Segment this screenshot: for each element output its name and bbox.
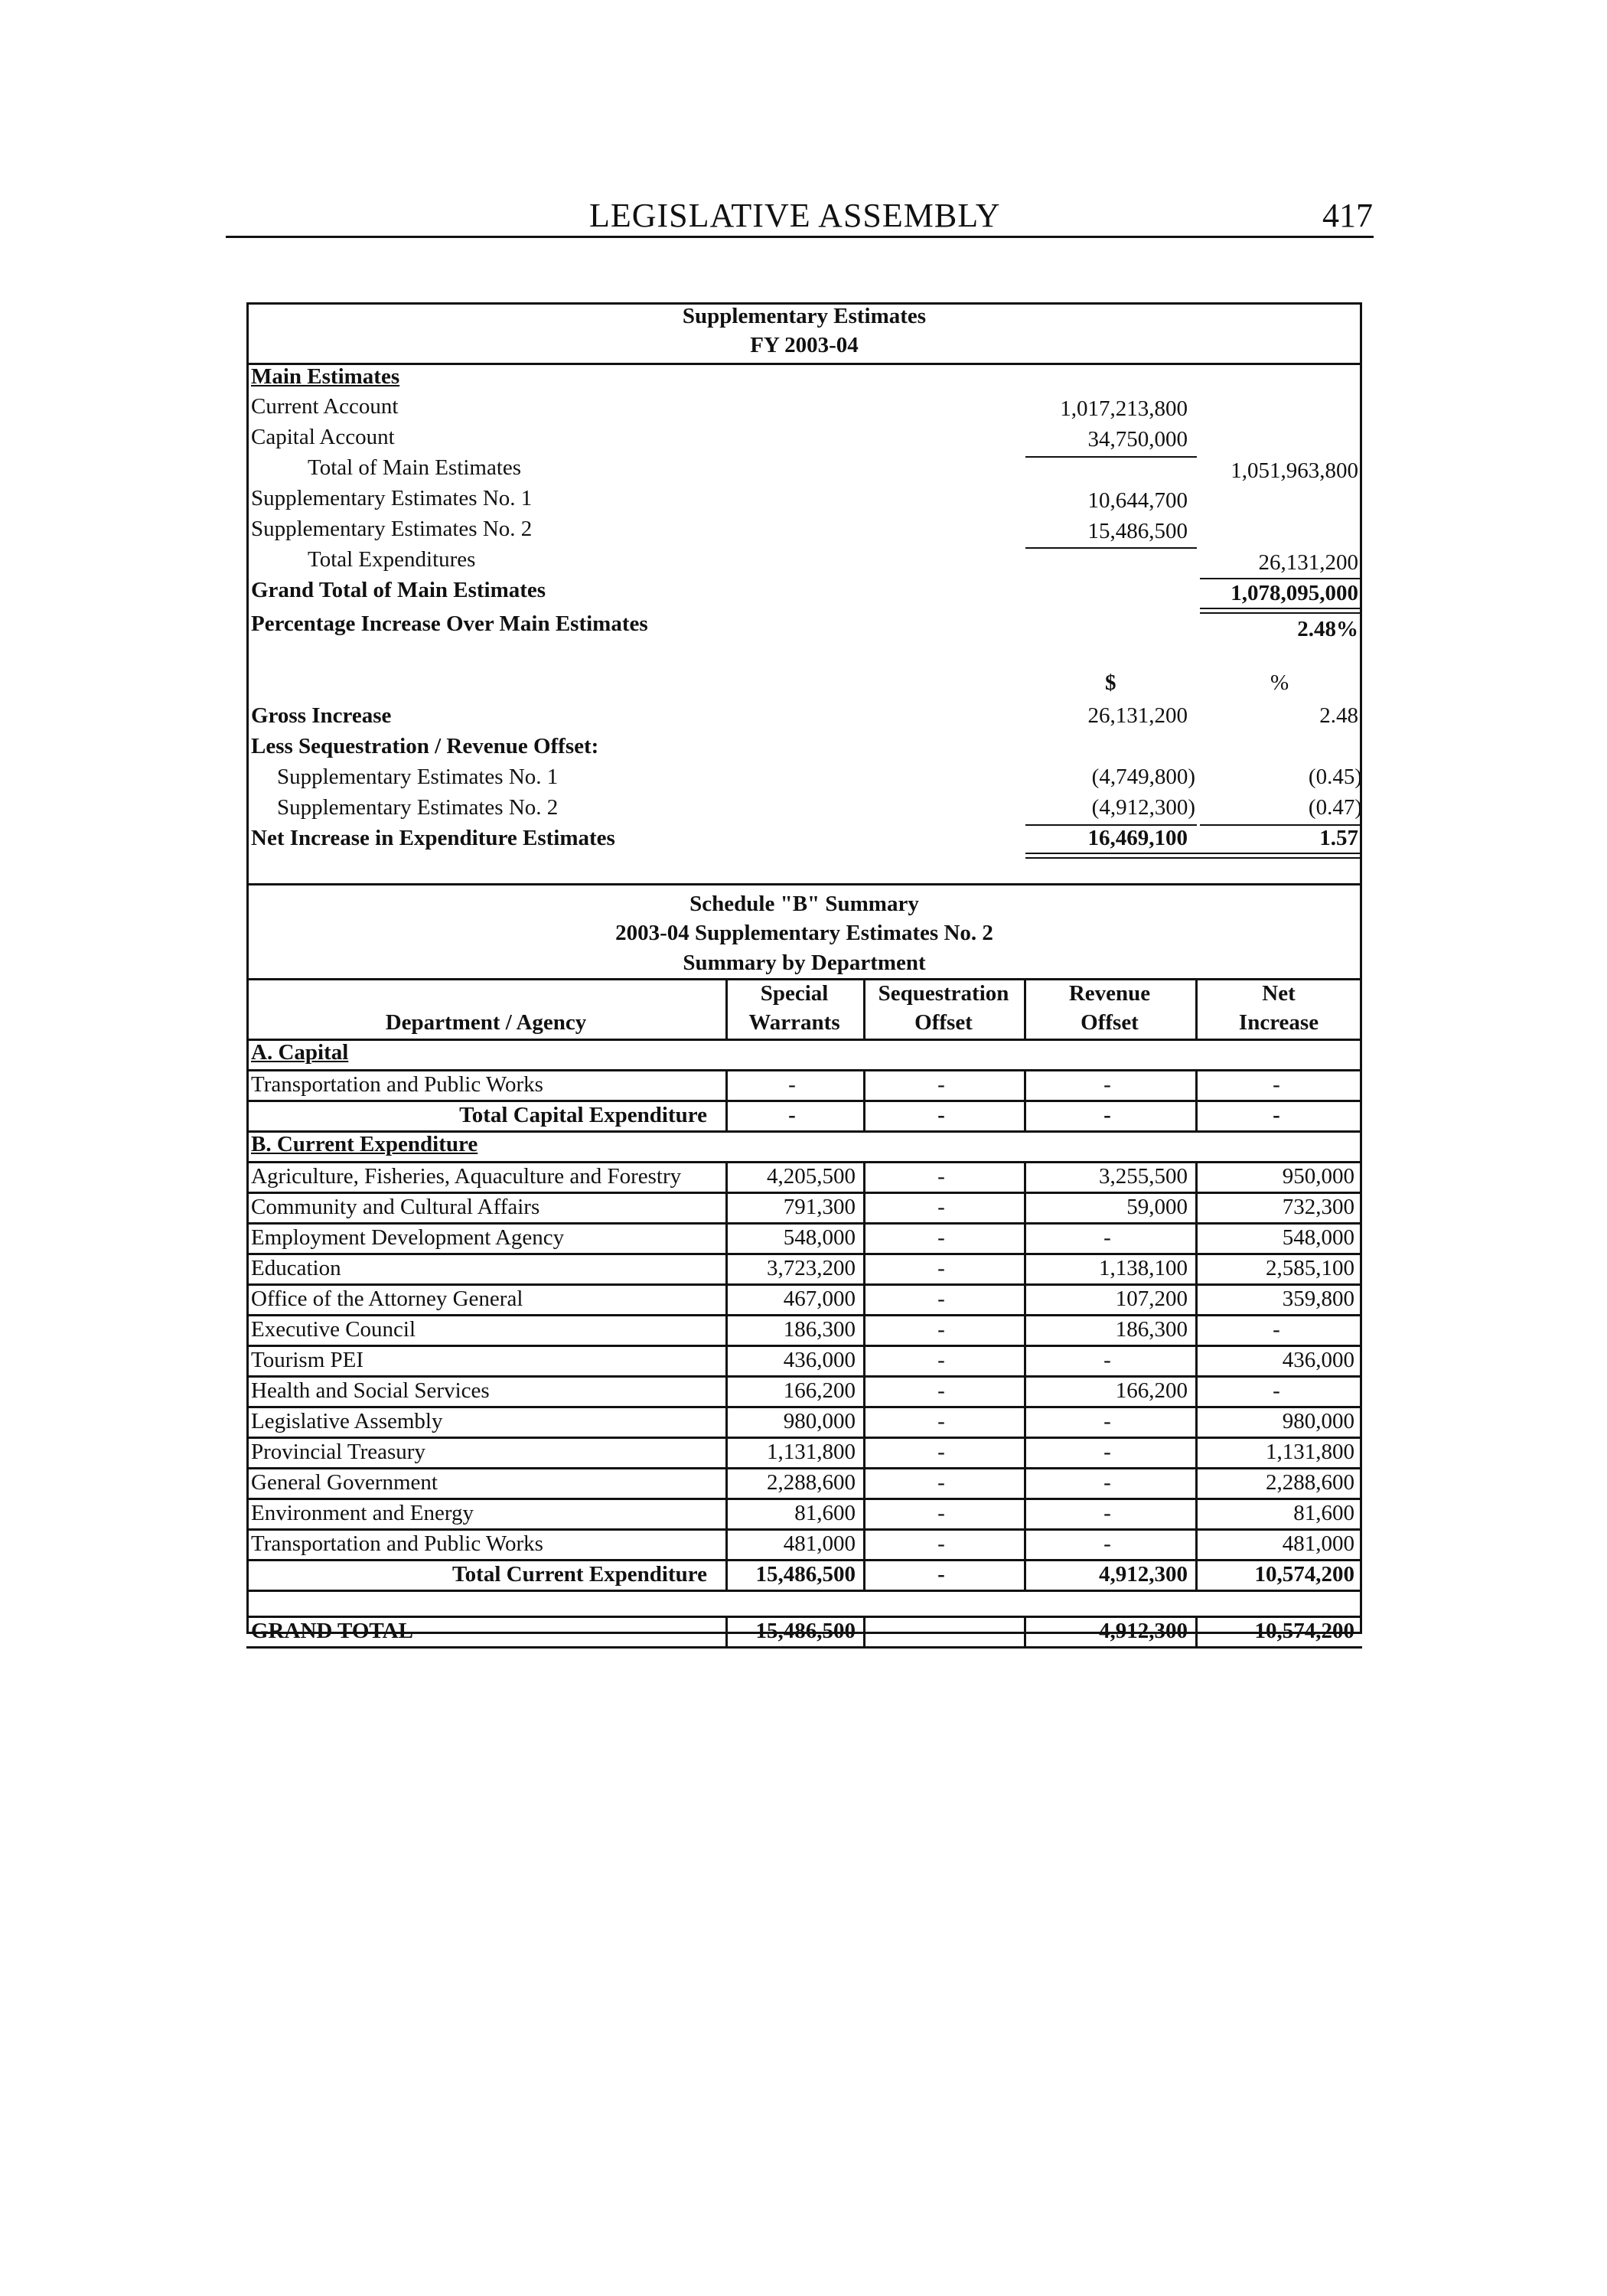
grand-total-row-rev: 4,912,300: [1099, 1619, 1188, 1643]
column-rule: [863, 1314, 865, 1345]
less-no2-pct: (0.47): [1308, 795, 1362, 820]
current-row-net: 359,800: [1282, 1287, 1354, 1311]
capital-row-seq: -: [937, 1072, 945, 1097]
table-rule: [246, 1590, 1362, 1592]
current-row-seq: -: [937, 1501, 945, 1525]
current-row-special: 481,000: [783, 1531, 856, 1556]
less-no2-dollar: (4,912,300): [1091, 795, 1195, 820]
column-rule: [863, 1467, 865, 1498]
current-row-department: Environment and Energy: [251, 1501, 474, 1525]
current-row-seq: -: [937, 1317, 945, 1342]
column-rule: [863, 1498, 865, 1528]
supp-no2-label: Supplementary Estimates No. 2: [251, 517, 533, 541]
schedule-summary-by-department: Summary by Department: [683, 951, 926, 975]
current-row-seq: -: [937, 1287, 945, 1311]
grand-total-row-net: 10,574,200: [1254, 1619, 1354, 1643]
pct-increase-value: 2.48%: [1297, 617, 1358, 641]
current-row-special: 81,600: [794, 1501, 856, 1525]
column-rule: [725, 1528, 728, 1559]
grand-total-row-special: 15,486,500: [755, 1619, 856, 1643]
percent-column-header: %: [1270, 670, 1289, 695]
current-row-net: 1,131,800: [1266, 1440, 1354, 1464]
column-rule: [1024, 1161, 1026, 1192]
current-row-special: 436,000: [783, 1348, 856, 1372]
less-no1-dollar: (4,749,800): [1091, 765, 1195, 789]
current-row-seq: -: [937, 1348, 945, 1372]
page-header-title: LEGISLATIVE ASSEMBLY: [589, 197, 1001, 234]
column-rule: [1024, 1222, 1026, 1253]
column-rule: [1024, 1283, 1026, 1314]
current-row-rev: -: [1103, 1501, 1111, 1525]
column-rule: [1024, 1559, 1026, 1590]
column-rule: [725, 1314, 728, 1345]
column-rule: [1195, 1437, 1198, 1467]
current-row-department: Office of the Attorney General: [251, 1287, 523, 1311]
column-rule: [1195, 1100, 1198, 1130]
less-no2-label: Supplementary Estimates No. 2: [277, 795, 559, 820]
column-rule: [725, 1498, 728, 1528]
column-rule: [1024, 1528, 1026, 1559]
column-rule: [725, 1192, 728, 1222]
column-header-revenue-offset: Offset: [1081, 1010, 1139, 1035]
column-rule: [725, 1559, 728, 1590]
current-row-department: Executive Council: [251, 1317, 416, 1342]
grand-total-row-label: GRAND TOTAL: [251, 1619, 413, 1643]
total-expenditures-label: Total Expenditures: [308, 547, 476, 572]
current-row-net: 980,000: [1282, 1409, 1354, 1433]
current-row-seq: -: [937, 1409, 945, 1433]
capital-total-row-special: -: [788, 1103, 796, 1127]
column-rule: [1195, 1616, 1198, 1646]
current-row-seq: -: [937, 1164, 945, 1189]
current-row-rev: -: [1103, 1440, 1111, 1464]
double-rule-bottom: [1200, 612, 1361, 614]
capital-account-label: Capital Account: [251, 425, 395, 449]
current-row-special: 166,200: [783, 1378, 856, 1403]
current-row-rev: -: [1103, 1348, 1111, 1372]
current-row-department: Transportation and Public Works: [251, 1531, 543, 1556]
subtotal-rule: [1025, 547, 1197, 549]
supp-no1-value: 10,644,700: [1087, 488, 1188, 513]
column-rule: [1024, 1100, 1026, 1130]
current-row-special: 1,131,800: [767, 1440, 856, 1464]
column-rule: [1024, 1406, 1026, 1437]
current-row-special: 4,205,500: [767, 1164, 856, 1189]
column-rule: [1195, 1375, 1198, 1406]
column-rule: [863, 1406, 865, 1437]
capital-total-row-label: Total Capital Expenditure: [459, 1103, 707, 1127]
column-rule: [1024, 1069, 1026, 1100]
table-rule: [246, 1039, 1362, 1041]
column-header-special-warrants: Special: [760, 981, 829, 1006]
capital-row-department: Transportation and Public Works: [251, 1072, 543, 1097]
current-total-row-net: 10,574,200: [1254, 1562, 1354, 1587]
current-row-department: Employment Development Agency: [251, 1225, 565, 1250]
grand-total-label: Grand Total of Main Estimates: [251, 578, 546, 602]
page-number: 417: [1322, 197, 1373, 234]
supp-no1-label: Supplementary Estimates No. 1: [251, 486, 533, 510]
current-row-net: -: [1273, 1317, 1280, 1342]
less-offset-heading: Less Sequestration / Revenue Offset:: [251, 734, 599, 758]
column-rule: [863, 1100, 865, 1130]
column-rule: [1024, 1375, 1026, 1406]
current-row-special: 186,300: [783, 1317, 856, 1342]
column-header-sequestration-offset: Offset: [914, 1010, 973, 1035]
divider: [246, 883, 1362, 885]
grand-total-row-seq: -: [937, 1619, 945, 1643]
current-row-special: 3,723,200: [767, 1256, 856, 1280]
double-rule-top: [1200, 608, 1361, 609]
column-rule: [863, 1253, 865, 1283]
supp-no2-value: 15,486,500: [1087, 519, 1188, 543]
gross-increase-dollar: 26,131,200: [1087, 703, 1188, 728]
capital-account-value: 34,750,000: [1087, 427, 1188, 452]
column-header-department: Department / Agency: [385, 1010, 587, 1035]
pct-increase-label: Percentage Increase Over Main Estimates: [251, 612, 648, 636]
column-header-revenue-offset: Revenue: [1068, 981, 1151, 1006]
current-row-net: 548,000: [1282, 1225, 1354, 1250]
column-rule: [1195, 1559, 1198, 1590]
column-rule: [863, 1161, 865, 1192]
current-row-seq: -: [937, 1378, 945, 1403]
column-rule: [1195, 1345, 1198, 1375]
current-row-net: -: [1273, 1378, 1280, 1403]
column-rule: [863, 1192, 865, 1222]
current-row-rev: 107,200: [1115, 1287, 1188, 1311]
current-row-special: 467,000: [783, 1287, 856, 1311]
current-total-row-label: Total Current Expenditure: [451, 1562, 707, 1587]
column-rule: [1195, 1467, 1198, 1498]
current-row-rev: 166,200: [1115, 1378, 1188, 1403]
net-increase-pct: 1.57: [1319, 826, 1358, 850]
column-rule: [1195, 1314, 1198, 1345]
current-row-special: 980,000: [783, 1409, 856, 1433]
less-no1-label: Supplementary Estimates No. 1: [277, 765, 559, 789]
column-rule: [725, 1069, 728, 1100]
current-total-row-rev: 4,912,300: [1099, 1562, 1188, 1587]
double-rule-top: [1025, 853, 1361, 854]
column-rule: [1195, 1222, 1198, 1253]
current-row-department: Provincial Treasury: [251, 1440, 425, 1464]
current-row-net: 481,000: [1282, 1531, 1354, 1556]
schedule-subtitle: 2003-04 Supplementary Estimates No. 2: [615, 921, 993, 945]
column-rule: [1024, 1314, 1026, 1345]
current-row-seq: -: [937, 1531, 945, 1556]
column-rule: [1024, 1345, 1026, 1375]
supplementary-subtitle: FY 2003-04: [750, 333, 859, 357]
column-rule: [1024, 1253, 1026, 1283]
column-rule: [1024, 1498, 1026, 1528]
divider: [246, 363, 1362, 365]
column-rule: [725, 1253, 728, 1283]
column-rule: [725, 1467, 728, 1498]
column-header-net-increase: Net: [1262, 981, 1296, 1006]
column-rule: [725, 1283, 728, 1314]
capital-heading: A. Capital: [251, 1040, 349, 1065]
net-increase-label: Net Increase in Expenditure Estimates: [251, 826, 615, 850]
current-row-department: Agriculture, Fisheries, Aquaculture and Forestry: [251, 1164, 682, 1189]
column-rule: [1024, 1437, 1026, 1467]
double-rule-bottom: [1025, 857, 1361, 859]
column-rule: [863, 1375, 865, 1406]
current-row-department: Tourism PEI: [251, 1348, 363, 1372]
column-rule: [1195, 1192, 1198, 1222]
current-row-seq: -: [937, 1256, 945, 1280]
current-row-department: Legislative Assembly: [251, 1409, 443, 1433]
column-rule: [863, 1528, 865, 1559]
column-rule: [725, 1437, 728, 1467]
current-row-net: 2,585,100: [1266, 1256, 1354, 1280]
column-rule: [725, 1375, 728, 1406]
column-header-net-increase: Increase: [1238, 1010, 1319, 1035]
current-row-special: 548,000: [783, 1225, 856, 1250]
column-rule: [863, 1283, 865, 1314]
less-no1-pct: (0.45): [1308, 765, 1362, 789]
current-row-special: 2,288,600: [767, 1470, 856, 1495]
column-rule: [1195, 1283, 1198, 1314]
column-rule: [1024, 1192, 1026, 1222]
column-rule: [725, 1616, 728, 1646]
column-rule: [1195, 1528, 1198, 1559]
column-rule: [1195, 1498, 1198, 1528]
capital-total-row-seq: -: [937, 1103, 945, 1127]
capital-row-net: -: [1273, 1072, 1280, 1097]
current-row-department: General Government: [251, 1470, 438, 1495]
column-rule: [863, 1345, 865, 1375]
current-row-department: Health and Social Services: [251, 1378, 490, 1403]
total-main-value: 1,051,963,800: [1231, 458, 1358, 483]
capital-total-row-rev: -: [1103, 1103, 1111, 1127]
column-rule: [863, 1437, 865, 1467]
current-row-net: 950,000: [1282, 1164, 1354, 1189]
current-row-department: Community and Cultural Affairs: [251, 1195, 540, 1219]
column-rule: [1195, 1069, 1198, 1100]
column-rule: [1195, 1253, 1198, 1283]
column-rule: [725, 1161, 728, 1192]
current-row-rev: 59,000: [1126, 1195, 1188, 1219]
capital-row-rev: -: [1103, 1072, 1111, 1097]
column-rule: [1195, 1161, 1198, 1192]
column-rule: [863, 1222, 865, 1253]
current-expenditure-heading: B. Current Expenditure: [251, 1132, 478, 1156]
column-rule: [1024, 1616, 1026, 1646]
gross-increase-label: Gross Increase: [251, 703, 392, 728]
current-total-row-seq: -: [937, 1562, 945, 1587]
current-row-net: 436,000: [1282, 1348, 1354, 1372]
column-rule: [1024, 1467, 1026, 1498]
current-row-rev: -: [1103, 1531, 1111, 1556]
current-row-rev: -: [1103, 1409, 1111, 1433]
header-rule: [226, 236, 1374, 238]
subtotal-rule: [1025, 456, 1197, 458]
column-header-special-warrants: Warrants: [748, 1010, 840, 1035]
column-rule: [863, 1616, 865, 1646]
column-rule: [725, 1222, 728, 1253]
total-main-label: Total of Main Estimates: [308, 455, 522, 480]
capital-total-row-net: -: [1273, 1103, 1280, 1127]
current-row-net: 2,288,600: [1266, 1470, 1354, 1495]
current-row-seq: -: [937, 1195, 945, 1219]
current-row-seq: -: [937, 1470, 945, 1495]
column-rule: [725, 1345, 728, 1375]
current-account-value: 1,017,213,800: [1060, 396, 1188, 421]
column-rule: [725, 1100, 728, 1130]
gross-increase-pct: 2.48: [1319, 703, 1358, 728]
schedule-title: Schedule "B" Summary: [689, 892, 919, 916]
current-row-department: Education: [251, 1256, 341, 1280]
table-rule: [246, 1646, 1362, 1649]
current-row-seq: -: [937, 1440, 945, 1464]
grand-total-value: 1,078,095,000: [1231, 581, 1358, 605]
current-row-rev: -: [1103, 1225, 1111, 1250]
current-account-label: Current Account: [251, 394, 399, 419]
net-increase-dollar: 16,469,100: [1087, 826, 1188, 850]
main-estimates-heading: Main Estimates: [251, 364, 400, 389]
dollar-column-header: $: [1105, 670, 1116, 695]
current-row-special: 791,300: [783, 1195, 856, 1219]
column-rule: [1195, 1406, 1198, 1437]
column-header-sequestration-offset: Sequestration: [878, 981, 1009, 1006]
capital-row-special: -: [788, 1072, 796, 1097]
current-row-rev: 3,255,500: [1099, 1164, 1188, 1189]
current-row-seq: -: [937, 1225, 945, 1250]
column-rule: [725, 1406, 728, 1437]
current-row-net: 81,600: [1293, 1501, 1354, 1525]
current-row-rev: 1,138,100: [1099, 1256, 1188, 1280]
supplementary-title: Supplementary Estimates: [682, 304, 927, 328]
current-row-rev: -: [1103, 1470, 1111, 1495]
column-rule: [863, 1559, 865, 1590]
current-total-row-special: 15,486,500: [755, 1562, 856, 1587]
current-row-rev: 186,300: [1115, 1317, 1188, 1342]
column-rule: [863, 1069, 865, 1100]
current-row-net: 732,300: [1282, 1195, 1354, 1219]
total-expenditures-value: 26,131,200: [1258, 550, 1358, 575]
